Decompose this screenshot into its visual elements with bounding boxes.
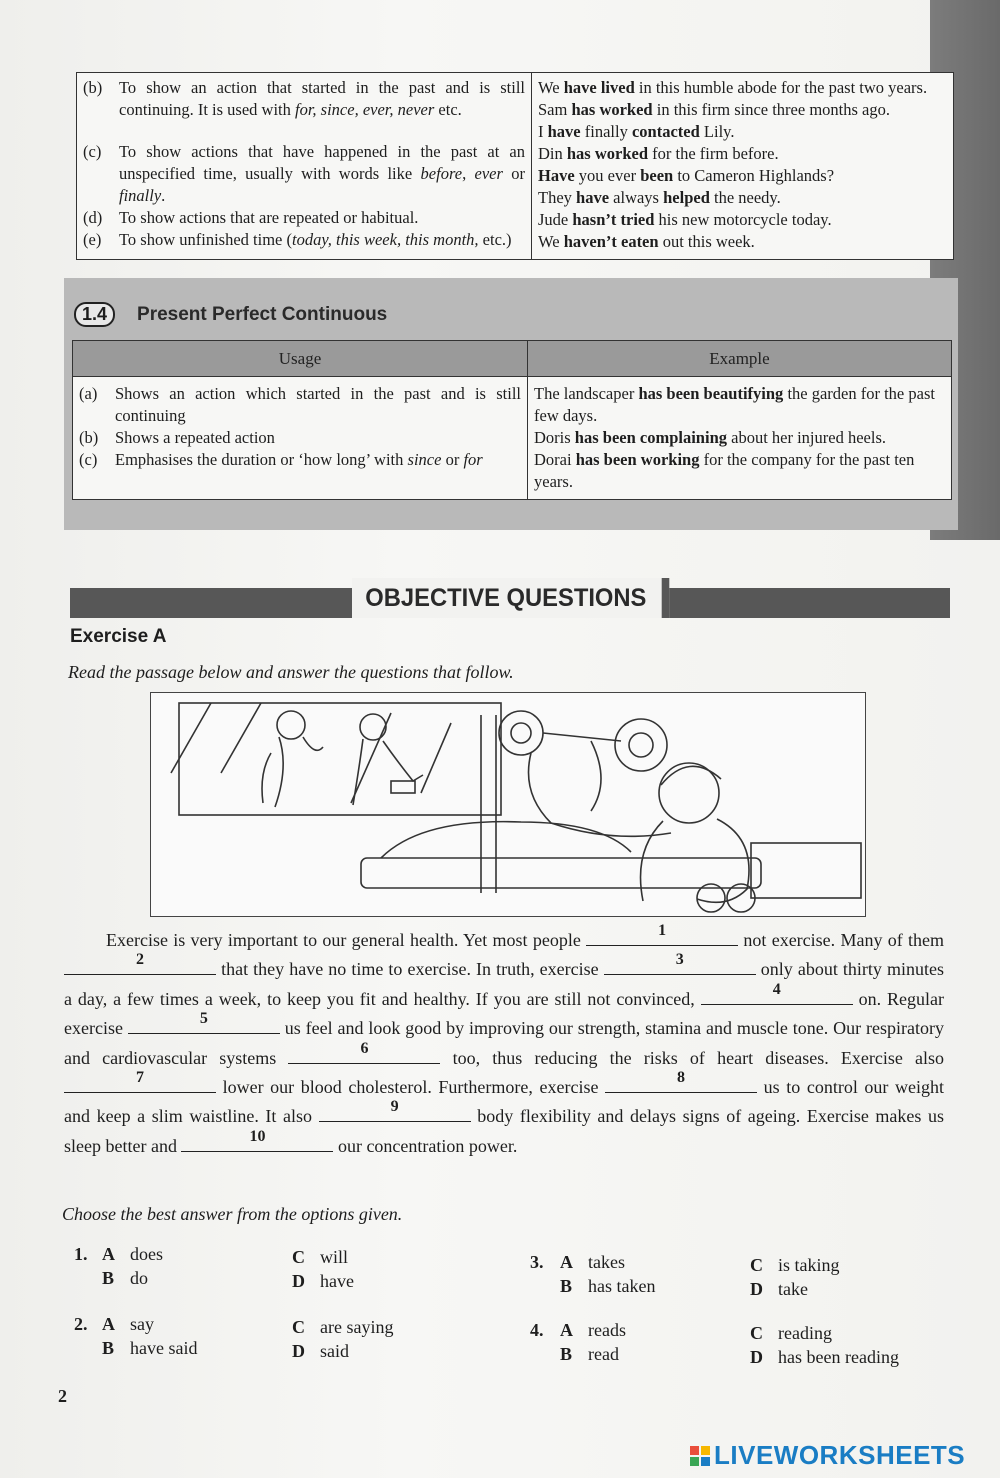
usage-text: To show an action that started in the past and is still continuing. It is used with for, since, ever, never etc.	[119, 78, 525, 119]
liveworksheets-logo	[690, 1440, 965, 1471]
example-line: I have finally contacted Lily.	[538, 122, 735, 141]
blank-3[interactable]: 3	[604, 957, 756, 975]
option-3a[interactable]: A takes	[560, 1252, 625, 1272]
usage-cell	[77, 73, 532, 260]
column-header-example: Example	[528, 341, 952, 377]
choose-instruction: Choose the best answer from the options given.	[62, 1204, 403, 1224]
example-line: Din has worked for the firm before.	[538, 144, 779, 163]
example-line: The landscaper has been beautifying the garden for the past few days.	[534, 384, 935, 425]
example-line: Jude hasn’t tried his new motorcycle today.	[538, 210, 832, 229]
example-line: They have always helped the needy.	[538, 188, 781, 207]
example-cell	[528, 377, 952, 500]
section-title: Present Perfect Continuous	[137, 303, 388, 325]
usage-item-c: (c) To show actions that have happened in the past at an unspecified time, usually with words like before, ever or finally.	[83, 142, 526, 205]
page-number: 2	[58, 1386, 67, 1406]
passage: Exercise is very important to our general health. Yet most people 1 not exercise. Many of them 2 that they have no time to exercise. In truth, exercise 3 only about thirty minutes a day, a few times a week, to keep you fit and healthy. If you are still not convinced, 4 on. Regular exercise 5 us feel and look good by improving our strength, stamina and muscle tone. Our respiratory and cardiovascular systems 6 too, thus reducing the risks of heart diseases. Exercise also 7 lower our blood cholesterol. Furthermore, exercise 8 us to control our weight and keep a slim waistline. It also 9 body flexibility and delays signs of ageing. Exercise makes us sleep better and 10 our concentration power.	[64, 922, 945, 1156]
section-number: 1.4	[74, 302, 115, 327]
usage-text: Emphasises the duration or ‘how long’ with since or for	[115, 450, 483, 469]
blank-4[interactable]: 4	[701, 987, 853, 1005]
brand-name: LIVEWORKSHEETS	[714, 1440, 966, 1470]
blank-10[interactable]: 10	[181, 1134, 333, 1152]
example-line: Dorai has been working for the company for the past ten years.	[534, 450, 915, 491]
usage-text: To show unfinished time (today, this week, this month, etc.)	[119, 230, 512, 249]
option-3c[interactable]: C is taking	[750, 1255, 840, 1275]
option-4c[interactable]: C reading	[750, 1323, 832, 1343]
blank-8[interactable]: 8	[605, 1075, 757, 1093]
option-2d[interactable]: D said	[292, 1341, 349, 1361]
option-3d[interactable]: D take	[750, 1279, 808, 1299]
example-line: We have lived in this humble abode for the past two years.	[538, 78, 928, 97]
logo-grid-icon	[690, 1446, 710, 1466]
example-cell	[532, 73, 954, 260]
present-perfect-table	[76, 72, 954, 260]
option-1c[interactable]: C will	[292, 1247, 349, 1267]
usage-item-d: (d) To show actions that are repeated or habitual.	[83, 208, 419, 227]
example-line: Have you ever been to Cameron Highlands?	[538, 166, 835, 185]
blank-9[interactable]: 9	[319, 1104, 471, 1122]
usage-cell	[73, 377, 528, 500]
blank-2[interactable]: 2	[64, 957, 216, 975]
section-heading	[74, 302, 387, 327]
example-line: Doris has been complaining about her injured heels.	[534, 428, 886, 447]
usage-item-a: (a) Shows an action which started in the past and is still continuing	[79, 384, 521, 425]
gym-illustration	[150, 692, 866, 917]
usage-item-b: (b) To show an action that started in the past and is still continuing. It is used with for, since, ever, never etc.	[83, 78, 525, 119]
option-2c[interactable]: C are saying	[292, 1317, 394, 1337]
option-3b[interactable]: B has taken	[560, 1276, 656, 1296]
usage-item-c: (c) Emphasises the duration or ‘how long’ with since or for	[79, 449, 521, 471]
column-header-usage: Usage	[73, 341, 528, 377]
exercise-title: Exercise A	[70, 626, 167, 647]
option-4b[interactable]: B read	[560, 1344, 619, 1364]
blank-1[interactable]: 1	[586, 928, 738, 946]
usage-item-e: (e) To show unfinished time (today, this week, this month, etc.)	[83, 229, 525, 251]
present-perfect-continuous-table	[72, 340, 952, 500]
example-line: Sam has worked in this firm since three months ago.	[538, 100, 890, 119]
blank-5[interactable]: 5	[128, 1016, 280, 1034]
option-1b[interactable]: B do	[102, 1268, 148, 1288]
blank-7[interactable]: 7	[64, 1075, 216, 1093]
option-1a[interactable]: A does	[102, 1244, 163, 1264]
instruction-text: Read the passage below and answer the questions that follow.	[68, 662, 514, 682]
option-2a[interactable]: A say	[102, 1314, 154, 1334]
usage-item-b: (b) Shows a repeated action	[79, 428, 275, 447]
option-2b[interactable]: B have said	[102, 1338, 198, 1358]
blank-6[interactable]: 6	[288, 1046, 440, 1064]
gym-drawing	[151, 693, 867, 918]
usage-text: To show actions that have happened in the past at an unspecified time, usually with words like before, ever or finally.	[119, 142, 526, 205]
option-4d[interactable]: D has been reading	[750, 1347, 899, 1367]
option-4a[interactable]: A reads	[560, 1320, 626, 1340]
option-1d[interactable]: D have	[292, 1271, 354, 1291]
example-line: We haven’t eaten out this week.	[538, 232, 755, 251]
objective-heading: OBJECTIVE QUESTIONS	[352, 578, 669, 618]
